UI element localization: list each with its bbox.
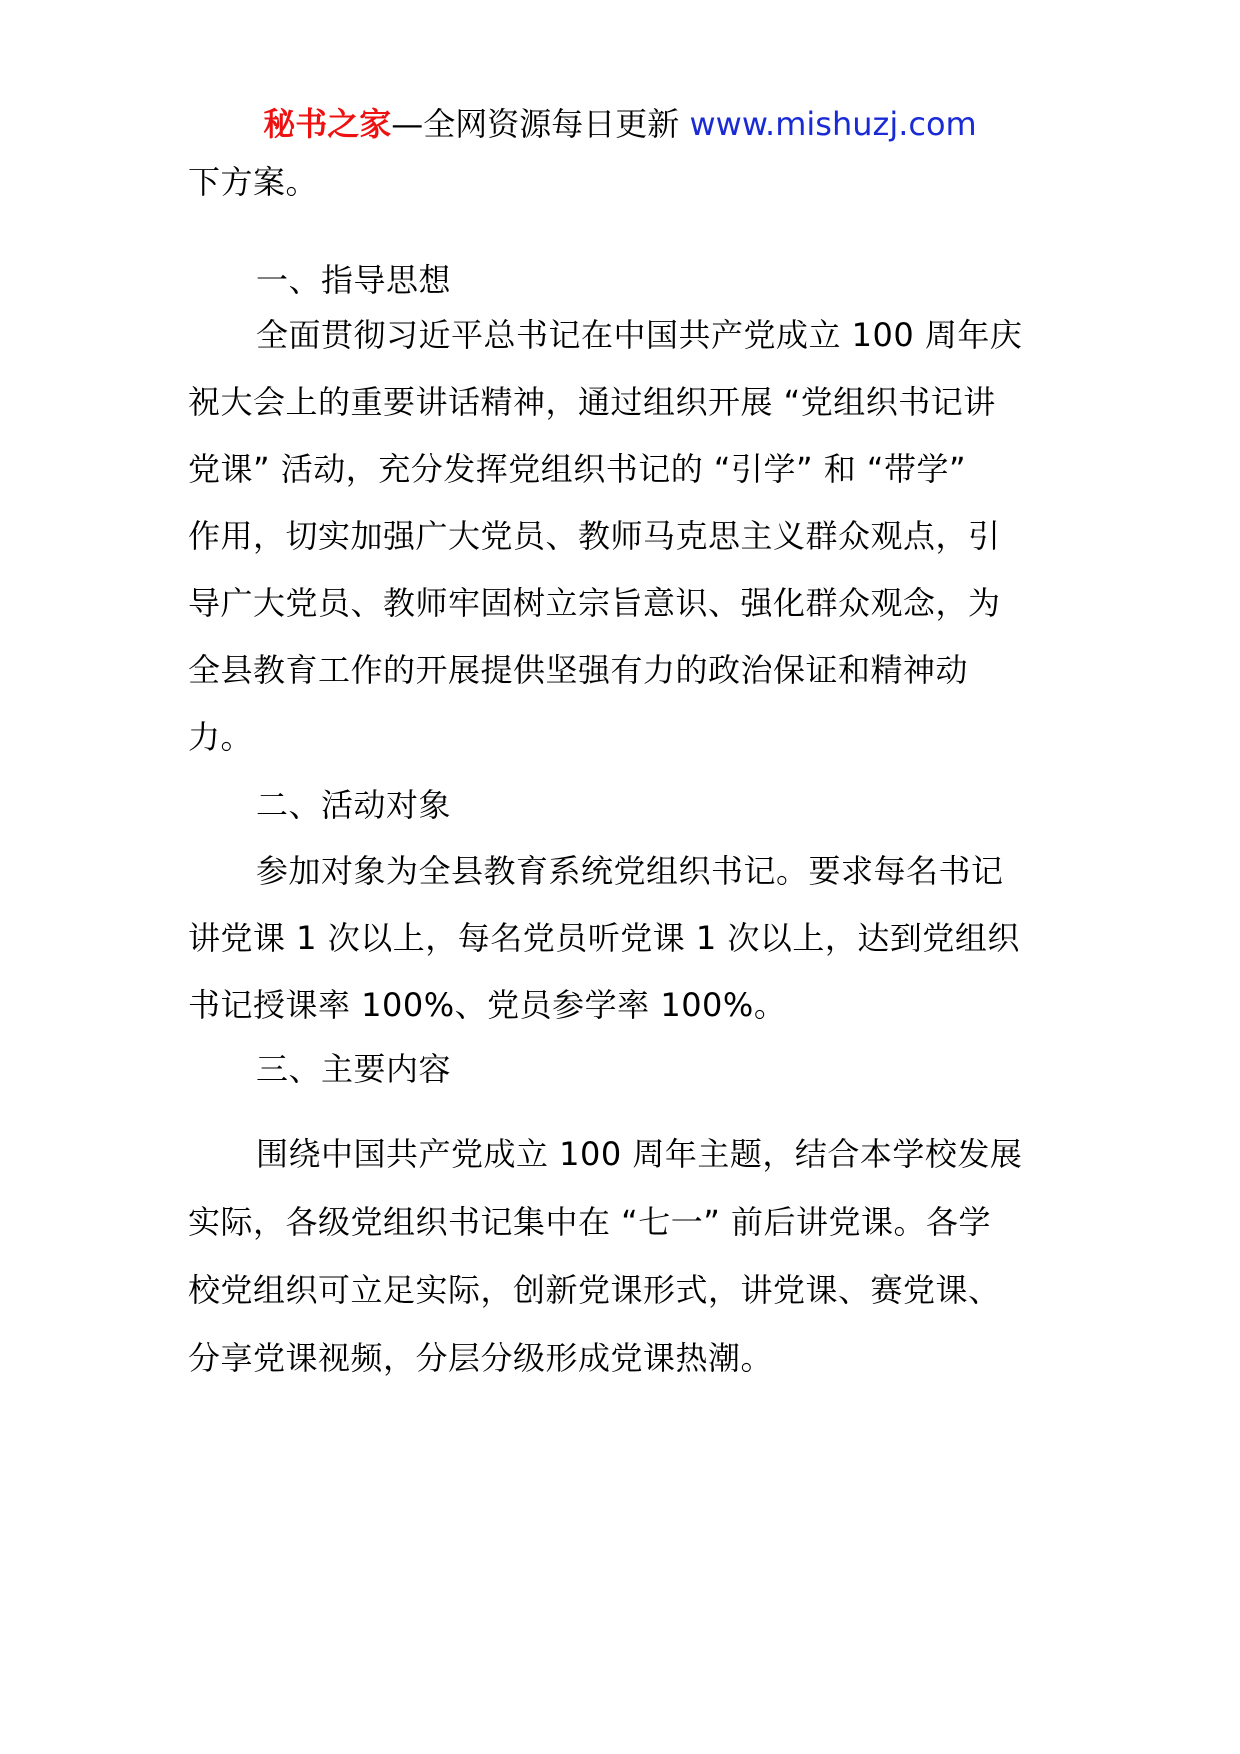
paragraph-line: 参加对象为全县教育系统党组织书记。要求每名书记 (256, 852, 1004, 890)
paragraph-line: 祝大会上的重要讲话精神，通过组织开展 “党组织书记讲 (188, 383, 996, 421)
section-2-heading: 二、活动对象 (256, 786, 452, 824)
tagline: —全网资源每日更新 (391, 105, 680, 143)
paragraph-line: 导广大党员、教师牢固树立宗旨意识、强化群众观念，为 (188, 584, 1001, 622)
paragraph-line: 书记授课率 100%、党员参学率 100%。 (188, 986, 787, 1024)
paragraph-line: 作用，切实加强广大党员、教师马克思主义群众观点，引 (188, 517, 1001, 555)
paragraph-line: 实际，各级党组织书记集中在 “七一” 前后讲党课。各学 (188, 1203, 992, 1241)
paragraph-line: 讲党课 1 次以上，每名党员听党课 1 次以上，达到党组织 (188, 919, 1020, 957)
paragraph-line: 党课” 活动，充分发挥党组织书记的 “引学” 和 “带学” (188, 450, 967, 488)
paragraph-line: 力。 (188, 718, 254, 756)
section-3-heading: 三、主要内容 (256, 1050, 452, 1088)
paragraph-line: 校党组织可立足实际，创新党课形式，讲党课、赛党课、 (188, 1271, 1001, 1309)
paragraph-line: 全县教育工作的开展提供坚强有力的政治保证和精神动 (188, 651, 969, 689)
brand-name: 秘书之家 (263, 105, 392, 143)
section-1-heading: 一、指导思想 (256, 261, 452, 299)
intro-tail-text: 下方案。 (188, 163, 319, 201)
paragraph-line: 分享党课视频，分层分级形成党课热潮。 (188, 1339, 774, 1377)
paragraph-line: 全面贯彻习近平总书记在中国共产党成立 100 周年庆 (256, 316, 1023, 354)
site-url-link[interactable]: www.mishuzj.com (689, 105, 977, 143)
paragraph-line: 围绕中国共产党成立 100 周年主题，结合本学校发展 (256, 1135, 1023, 1173)
site-header (0, 100, 1240, 148)
